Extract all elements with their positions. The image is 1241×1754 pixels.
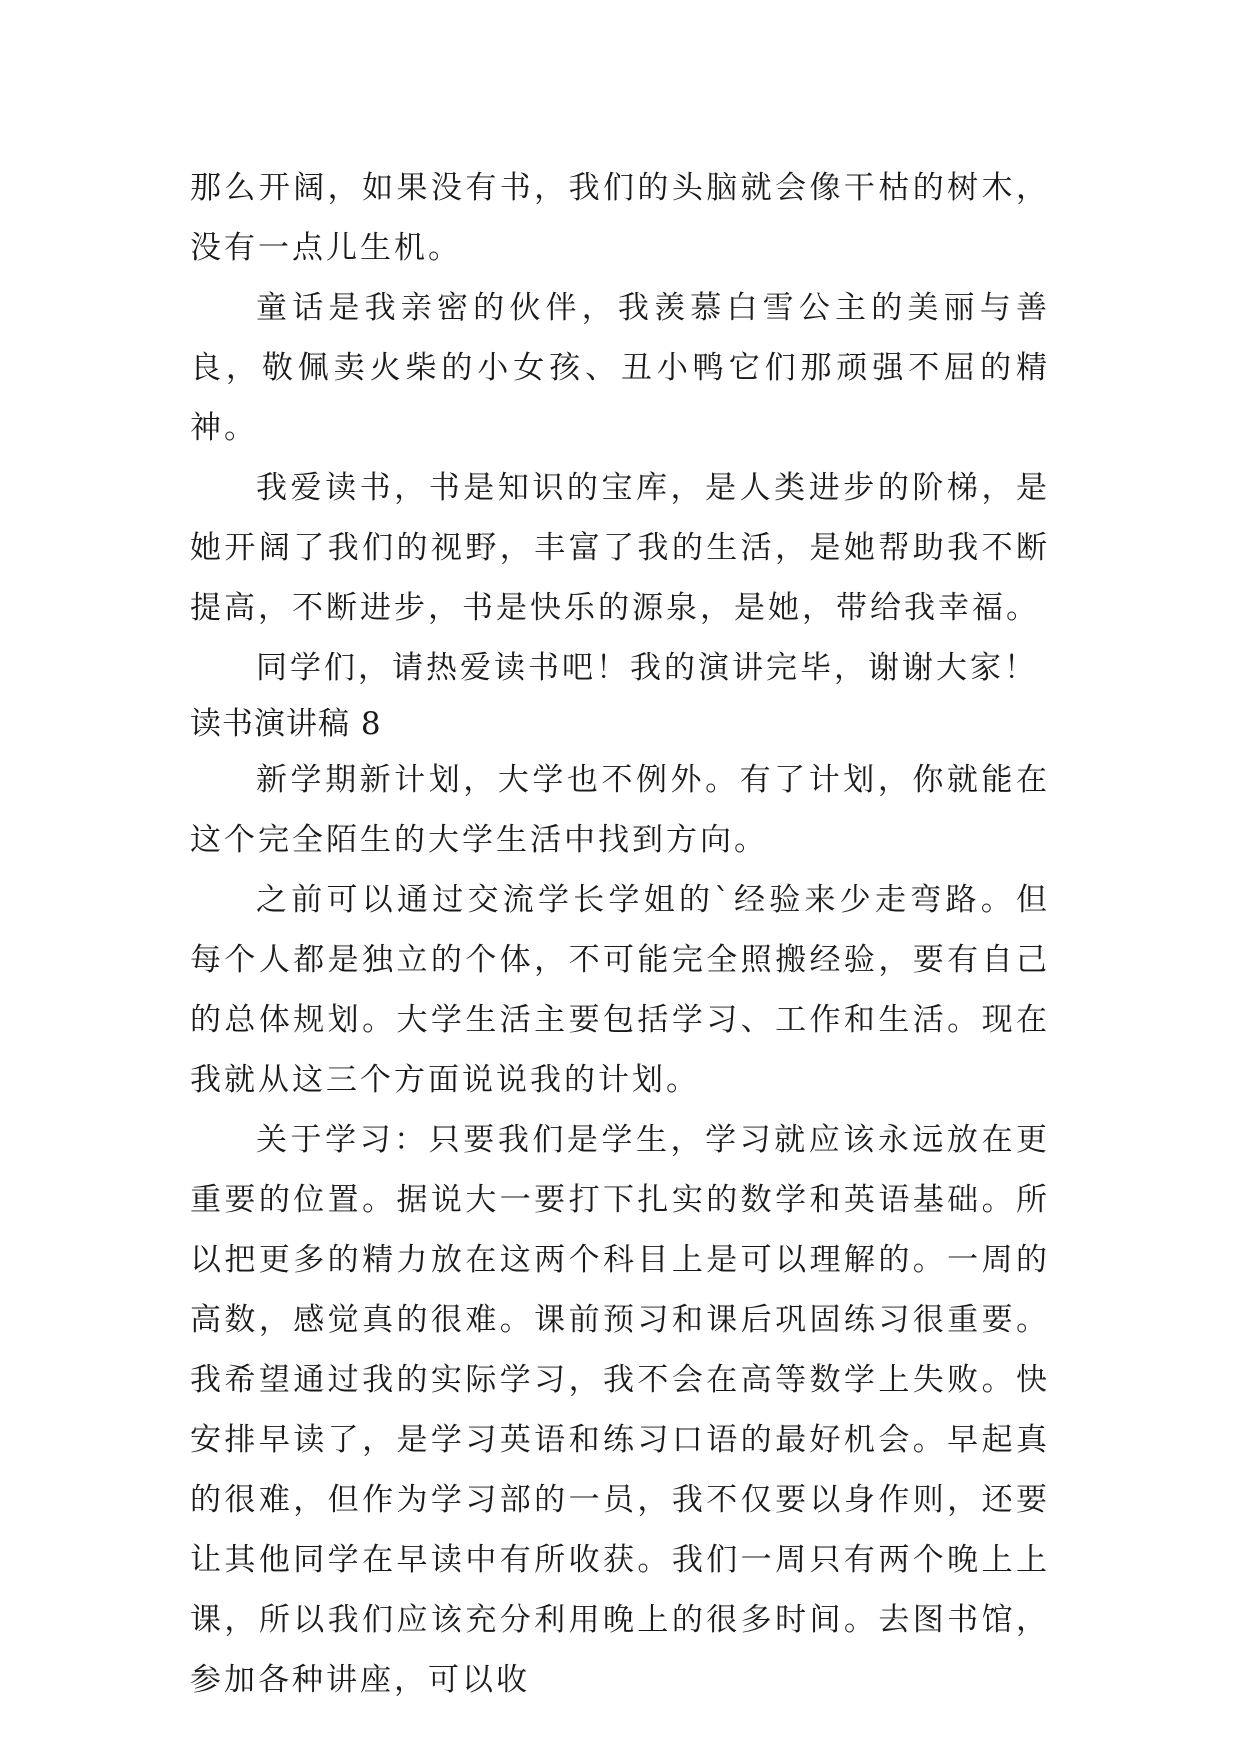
section-heading: 读书演讲稿 8 xyxy=(190,706,382,742)
paragraph-love-reading: 我爱读书，书是知识的宝库，是人类进步的阶梯，是她开阔了我们的视野，丰富了我的生活，是她帮助我不断提高，不断进步，书是快乐的源泉，是她，带给我幸福。 xyxy=(190,470,1050,626)
paragraph-study-plan: 关于学习：只要我们是学生，学习就应该永远放在更重要的位置。据说大一要打下扎实的数学和英语基础。所以把更多的精力放在这两个科目上是可以理解的。一周的高数，感觉真的很难。课前预习和课后巩固练习很重要。我希望通过我的实际学习，我不会在高等数学上失败。快安排早读了，是学习英语和练习口语的最好机会。早起真的很难，但作为学习部的一员，我不仅要以身作则，还要让其他同学在早读中有所收获。我们一周只有两个晚上上课，所以我们应该充分利用晚上的很多时间。去图书馆，参加各种讲座，可以收 xyxy=(190,1122,1050,1698)
paragraph-continuation: 那么开阔，如果没有书，我们的头脑就会像干枯的树木，没有一点儿生机。 xyxy=(190,170,1050,266)
paragraph-new-semester: 新学期新计划，大学也不例外。有了计划，你就能在这个完全陌生的大学生活中找到方向。 xyxy=(190,762,1050,858)
paragraph-fairy-tales: 童话是我亲密的伙伴，我羡慕白雪公主的美丽与善良，敬佩卖火柴的小女孩、丑小鸭它们那顽强不屈的精神。 xyxy=(190,290,1050,446)
document-body xyxy=(190,158,1050,1710)
paragraph-experience: 之前可以通过交流学长学姐的`经验来少走弯路。但每个人都是独立的个体，不可能完全照搬经验，要有自己的总体规划。大学生活主要包括学习、工作和生活。现在我就从这三个方面说说我的计划。 xyxy=(190,882,1050,1098)
paragraph-closing: 同学们，请热爱读书吧！我的演讲完毕，谢谢大家！ xyxy=(256,650,1038,686)
